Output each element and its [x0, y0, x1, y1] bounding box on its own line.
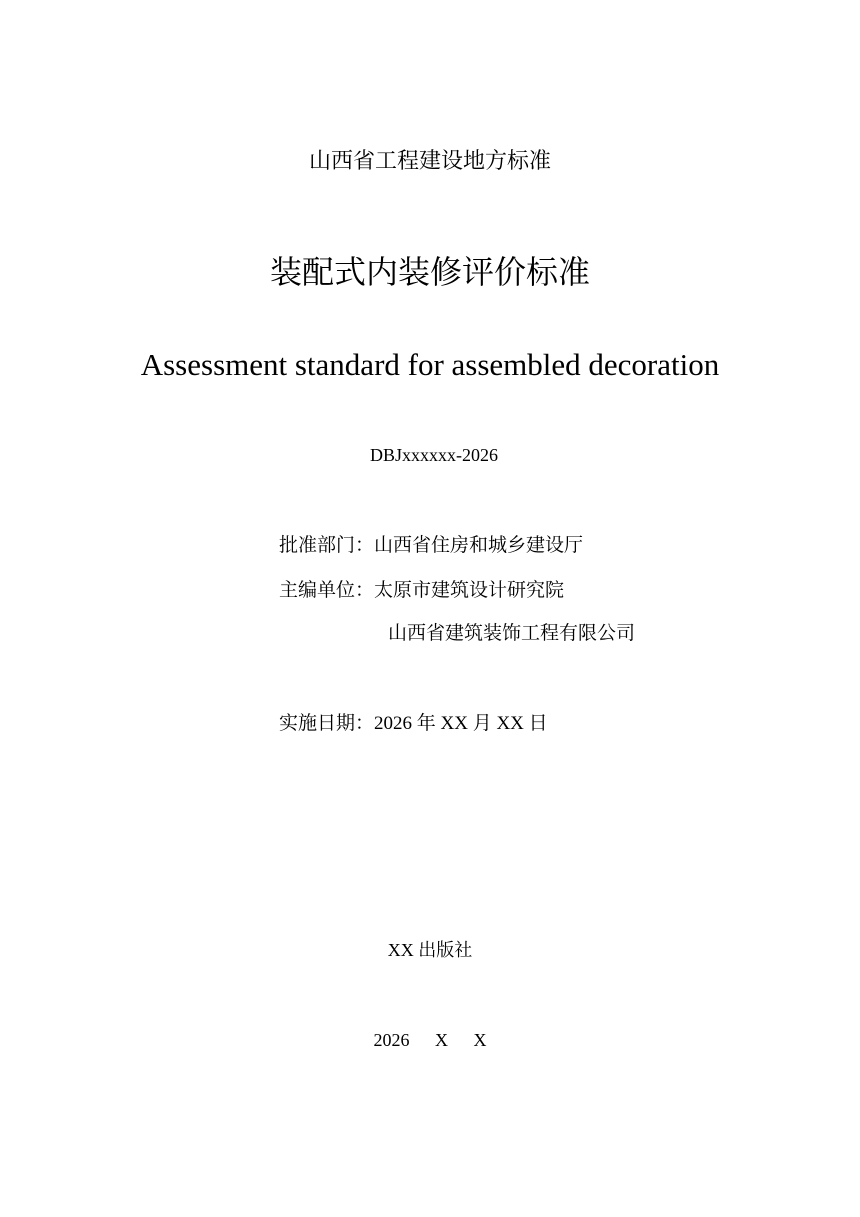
chief-editor-row	[279, 581, 564, 600]
implementation-date-value: 2026 年 XX 月 XX 日	[374, 713, 548, 734]
approval-department-label: 批准部门：	[279, 535, 375, 556]
implementation-date-label: 实施日期：	[279, 713, 375, 734]
chief-editor-value-2: 山西省建筑装饰工程有限公司	[388, 623, 636, 644]
publication-year: 2026 X X	[373, 1030, 487, 1050]
standard-code: DBJxxxxxx-2026	[369, 445, 498, 465]
issuing-authority: 山西省工程建设地方标准	[308, 148, 551, 173]
standard-title-chinese: 装配式内装修评价标准	[269, 254, 590, 290]
standard-title-english: Assessment standard for assembled decoration	[140, 347, 720, 382]
approval-department-row	[279, 536, 583, 555]
approval-department-value: 山西省住房和城乡建设厅	[374, 535, 584, 556]
publisher: XX 出版社	[387, 940, 473, 960]
chief-editor-value-1: 太原市建筑设计研究院	[374, 580, 565, 601]
chief-editor-label: 主编单位：	[279, 580, 375, 601]
implementation-date-row	[279, 714, 548, 733]
